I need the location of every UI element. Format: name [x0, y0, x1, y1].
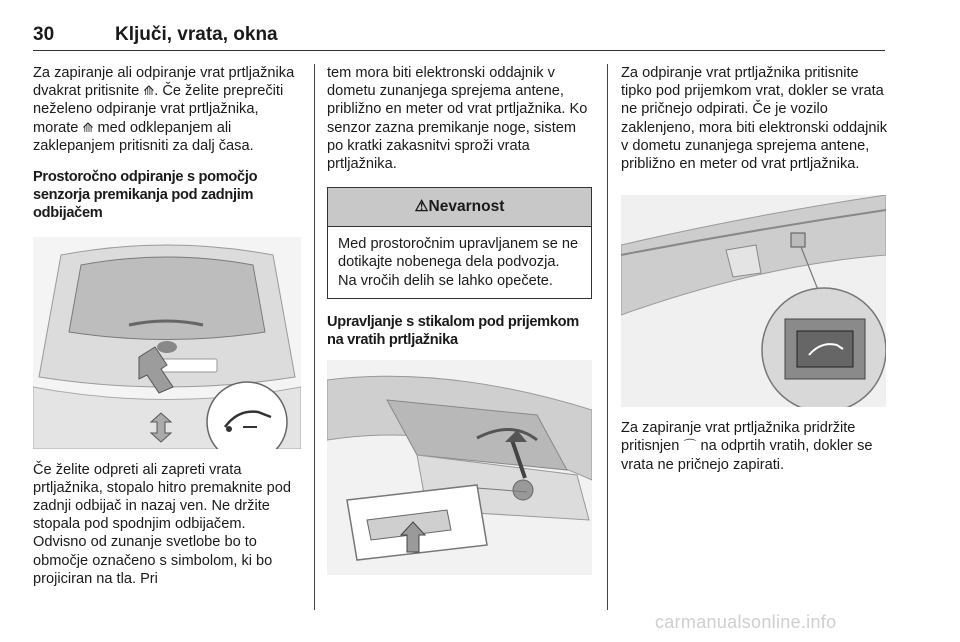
column-2 — [327, 64, 592, 575]
subheading-switch: Upravljanje s stikalom pod prijemkom na vratih prtljažnika — [327, 313, 579, 349]
paragraph-transmitter: tem mora biti elektronski oddajnik v dometu zunanjega sprejema antene, približno en meter od vrat prtljažnika. Ko senzor zazna premikanje noge, sistem po kratki zakasnitvi sproži vrata prtljažnika. — [327, 65, 588, 173]
warning-title: Nevarnost — [428, 198, 505, 216]
column-divider-2 — [607, 64, 608, 610]
tailgate-key-icon: ⟰ — [143, 83, 155, 99]
warning-text: Med prostoročnim upravljanem se ne dotikajte nobenega dela podvozja. Na vročih delih se lahko opečete. — [338, 236, 579, 289]
paragraph-text: med odklepanjem ali zaklepanjem pritisniti za dalj časa. — [33, 119, 254, 154]
paragraph-text: Za zapiranje vrat prtljažnika pridržite pritisnjen — [621, 420, 856, 455]
paragraph-open-key: Za odpiranje vrat prtljažnika pritisnite tipko pod prijemkom vrat, dokler se vrata ne pričnejo odpirati. Če je vozilo zaklenjeno, mora biti elektronski oddajnik v dometu zunanjega sprejema antene, približno en meter od vrat prtljažnika. — [621, 65, 888, 173]
paragraph-text: na odprtih vratih, dokler se vrata ne pričnejo zapirati. — [621, 438, 873, 473]
column-divider-1 — [314, 64, 315, 610]
figure-tailgate-switch — [327, 360, 592, 575]
paragraph-close — [621, 419, 889, 474]
figure-rear-bumper-sensor — [33, 237, 301, 449]
warning-triangle-icon: ⚠ — [414, 198, 429, 216]
paragraph-foot-motion: Če želite odpreti ali zapreti vrata prtljažnika, stopalo hitro premaknite pod zadnji odbijač in nazaj ven. Ne držite stopala pod spodnjim odbijačem. Odvisno od zunanje svetlobe bo to območje označeno s simbolom, ki bo projiciran na tla. Pri — [33, 461, 291, 587]
paragraph-text: . Če želite preprečiti neželeno odpiranje vrat prtljažnika, morate — [33, 83, 284, 136]
tailgate-key-icon: ⟰ — [82, 119, 94, 135]
column-1 — [33, 64, 303, 588]
warning-header — [328, 188, 591, 227]
warning-box — [327, 187, 592, 299]
column-3 — [621, 64, 889, 474]
paragraph-lock-unlock — [33, 64, 303, 155]
tailgate-close-button-icon: ⌒ — [683, 438, 697, 454]
subheading-handsfree: Prostoročno odpiranje s pomočjo senzorja premikanja pod zadnjim odbijačem — [33, 169, 258, 222]
page-header — [33, 22, 885, 51]
page-number: 30 — [33, 24, 55, 45]
paragraph-text: Za zapiranje ali odpiranje vrat prtljažnika dvakrat pritisnite — [33, 65, 295, 100]
page-title: Ključi, vrata, okna — [115, 24, 278, 45]
figure-close-button — [621, 195, 886, 407]
watermark: carmanualsonline.info — [655, 612, 837, 632]
